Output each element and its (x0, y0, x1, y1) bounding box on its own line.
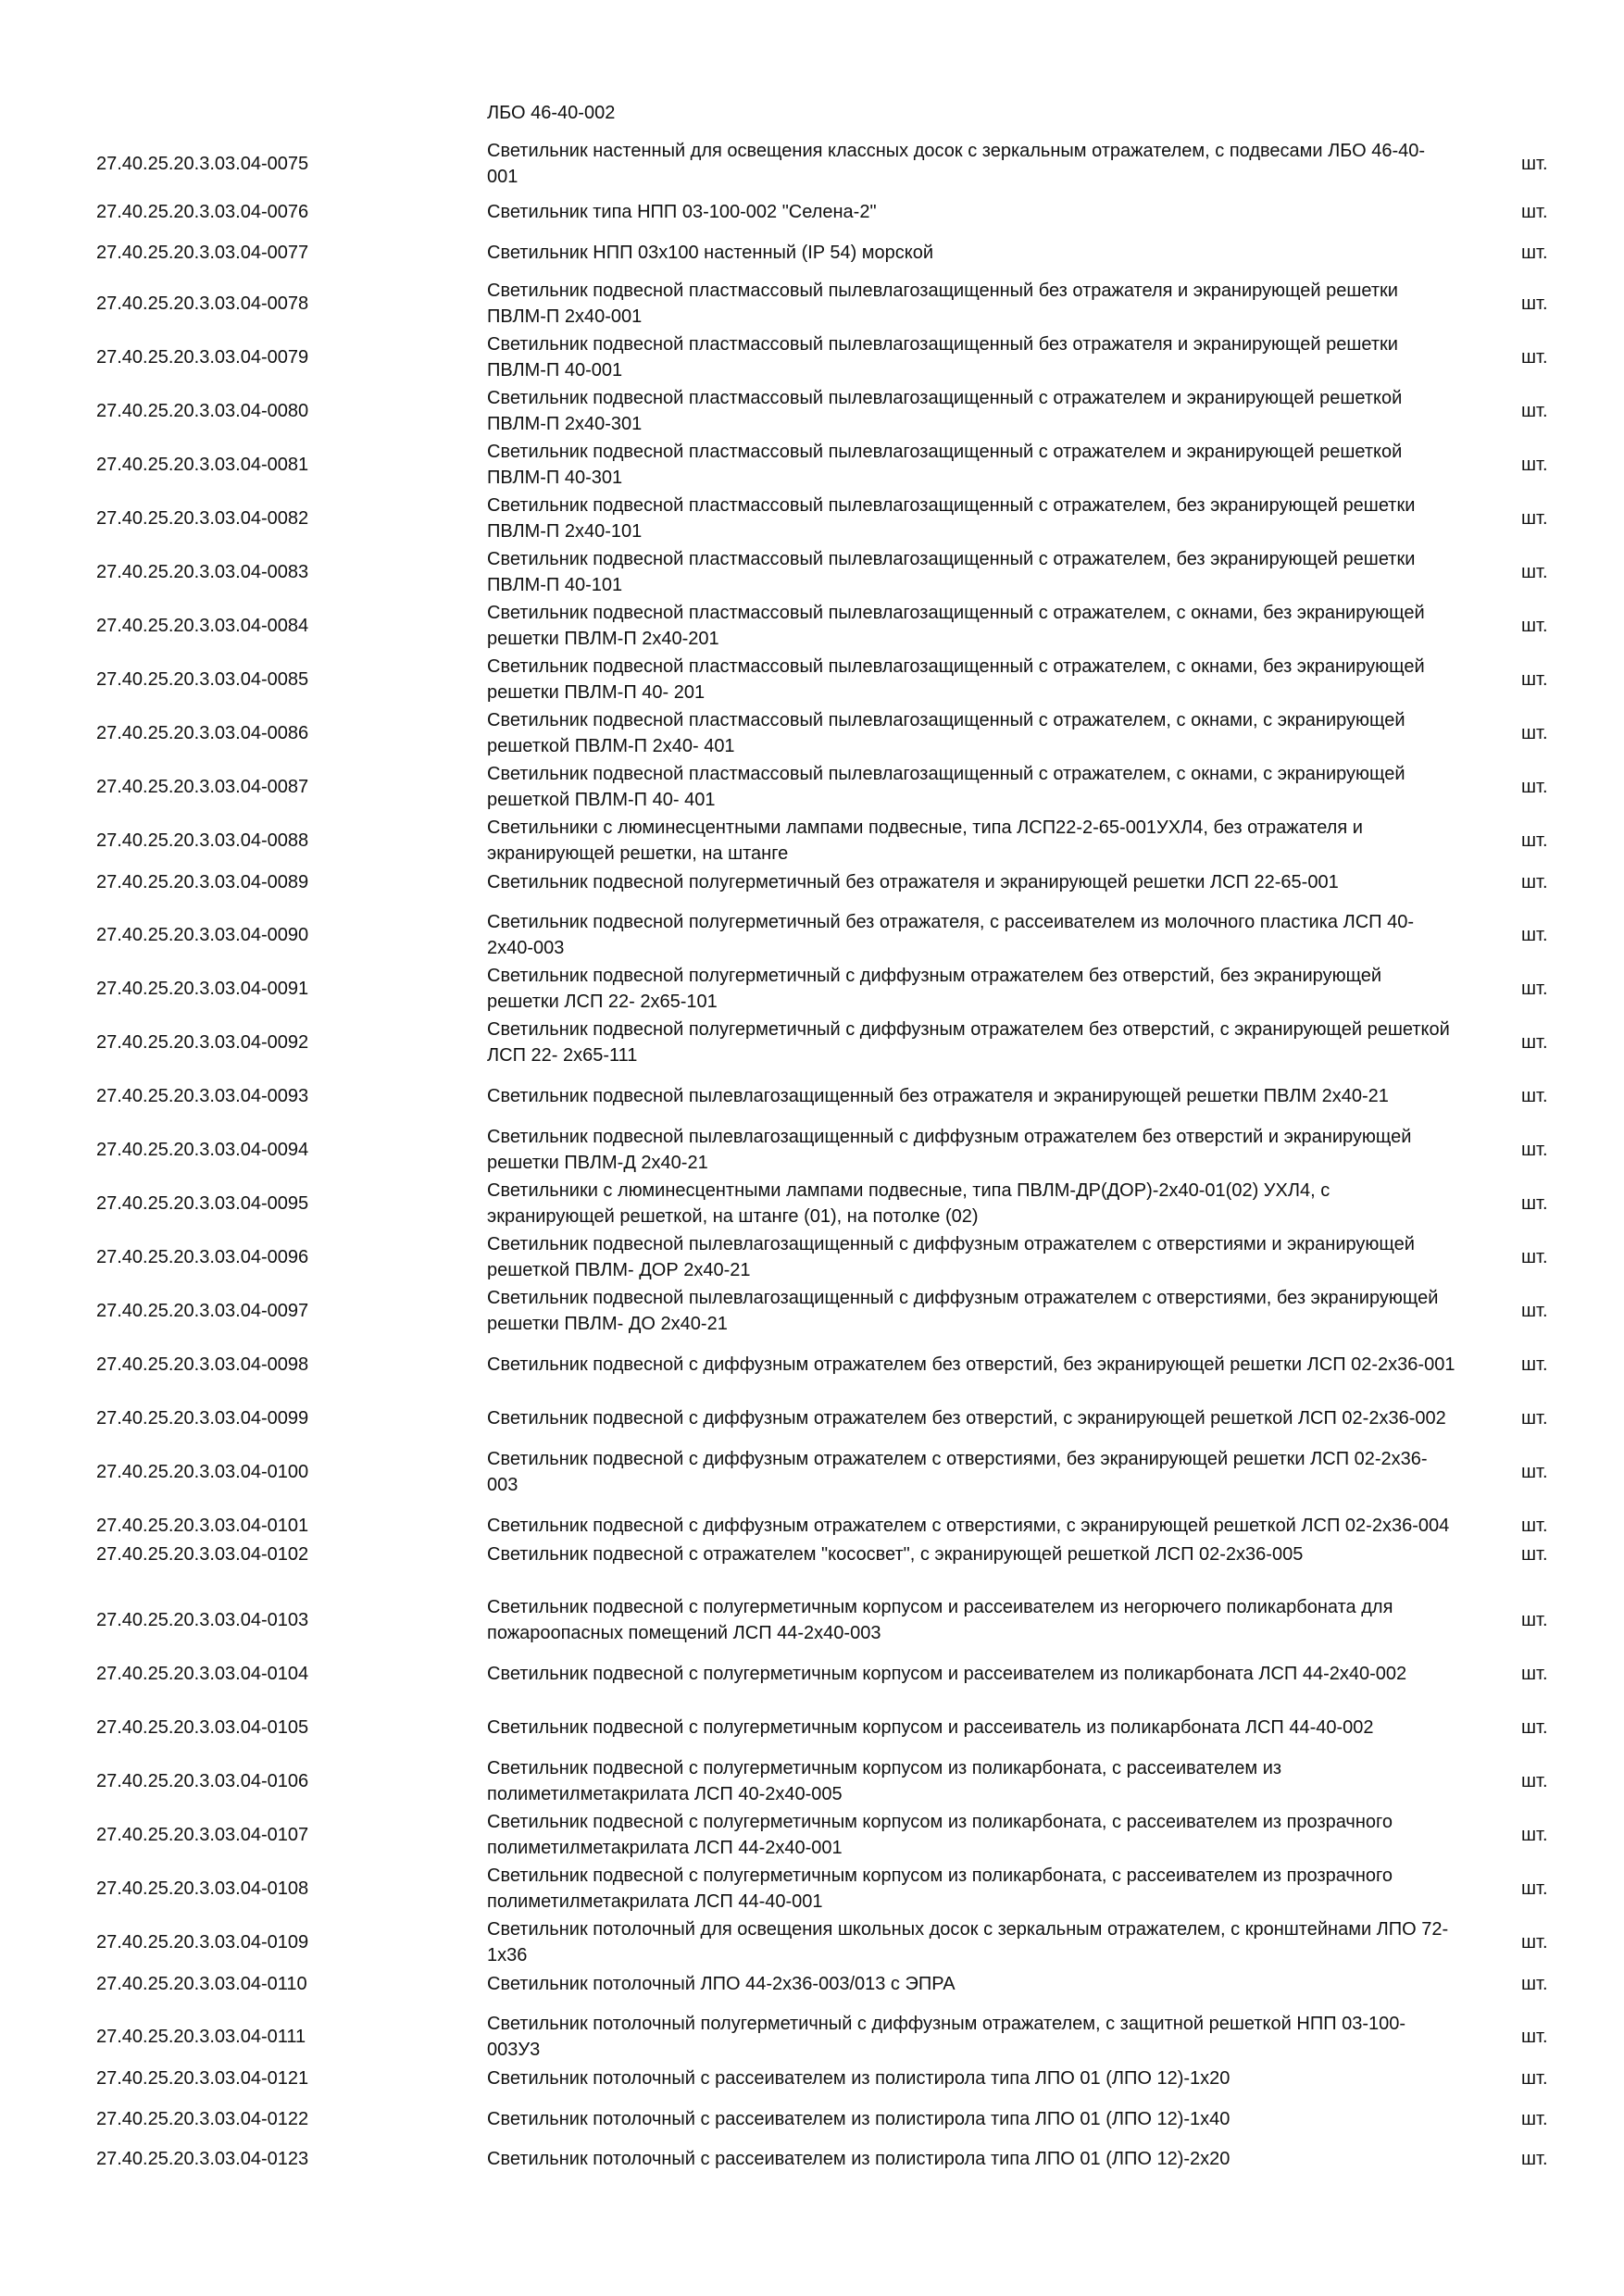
item-description: Светильник потолочный с рассеивателем из полистирола типа ЛПО 01 (ЛПО 12)-2х20 (487, 2149, 1230, 2169)
item-description: Светильник подвесной пылевлагозащищенный без отражателя и экранирующей решетки ПВЛМ 2х40-21 (487, 1086, 1389, 1106)
item-description: Светильник подвесной с диффузным отражателем без отверстий, с экранирующей решеткой ЛСП 02-2х36-002 (487, 1408, 1446, 1429)
item-description: Светильник подвесной полугерметичный без отражателя и экранирующей решетки ЛСП 22-65-001 (487, 872, 1339, 892)
item-code: 27.40.25.20.3.03.04-0083 (96, 562, 309, 582)
item-code: 27.40.25.20.3.03.04-0092 (96, 1032, 309, 1053)
item-unit: шт. (1521, 1193, 1548, 1214)
table-row (0, 867, 1624, 897)
item-description: Светильник подвесной с полугерметичным корпусом и рассеивателем из поликарбоната ЛСП 44-2х40-002 (487, 1664, 1407, 1684)
item-unit: шт. (1521, 1974, 1548, 1994)
item-description: Светильник подвесной пластмассовый пылевлагозащищенный с отражателем, с окнами, с экранирующей решеткой ПВЛМ-П 2х40- 401 (487, 710, 1405, 756)
item-description: Светильник подвесной с полугерметичным корпусом и рассеиватель из поликарбоната ЛСП 44-40-002 (487, 1717, 1374, 1738)
table-row (0, 1445, 1624, 1499)
table-row (0, 277, 1624, 331)
table-row (0, 1915, 1624, 1969)
item-unit: шт. (1521, 455, 1548, 475)
table-row (0, 599, 1624, 653)
table-row (0, 384, 1624, 438)
item-description: Светильник подвесной с диффузным отражателем с отверстиями, без экранирующей решетки ЛСП 02-2х36-003 (487, 1449, 1428, 1495)
item-description: Светильник подвесной пластмассовый пылевлагозащищенный с отражателем, с окнами, без экранирующей решетки ПВЛМ-П 2х40-201 (487, 603, 1425, 649)
table-row (0, 814, 1624, 867)
table-row (0, 197, 1624, 227)
item-unit: шт. (1521, 243, 1548, 263)
item-code: 27.40.25.20.3.03.04-0109 (96, 1932, 309, 1953)
item-description: Светильник НПП 03х100 настенный (IP 54) морской (487, 243, 934, 263)
item-description: Светильник подвесной с отражателем "кососвет", с экранирующей решеткой ЛСП 02-2х36-005 (487, 1544, 1304, 1565)
table-row (0, 137, 1624, 191)
table-row (0, 1540, 1624, 1569)
item-code: 27.40.25.20.3.03.04-0110 (96, 1974, 307, 1994)
item-description: Светильник подвесной пылевлагозащищенный с диффузным отражателем без отверстий и экранирующей решетки ПВЛМ-Д 2х40-21 (487, 1127, 1412, 1173)
item-code: 27.40.25.20.3.03.04-0094 (96, 1140, 309, 1160)
item-description: Светильник подвесной полугерметичный без отражателя, с рассеивателем из молочного пластика ЛСП 40-2х40-003 (487, 912, 1414, 958)
item-code: 27.40.25.20.3.03.04-0121 (96, 2068, 309, 2089)
item-description: Светильник подвесной пластмассовый пылевлагозащищенный без отражателя и экранирующей решетки ПВЛМ-П 2х40-001 (487, 281, 1398, 327)
item-unit: шт. (1521, 777, 1548, 797)
item-unit: шт. (1521, 830, 1548, 851)
item-code: 27.40.25.20.3.03.04-0080 (96, 401, 309, 421)
item-description: Светильник подвесной с полугерметичным корпусом из поликарбоната, с рассеивателем из полиметилметакрилата ЛСП 40-2х40-005 (487, 1758, 1282, 1804)
item-description: Светильник подвесной пластмассовый пылевлагозащищенный с отражателем и экранирующей решеткой ПВЛМ-П 40-301 (487, 442, 1403, 488)
item-unit: шт. (1521, 1516, 1548, 1536)
item-unit: шт. (1521, 154, 1548, 174)
item-unit: шт. (1521, 1664, 1548, 1684)
item-code: 27.40.25.20.3.03.04-0100 (96, 1462, 309, 1482)
table-row (0, 238, 1624, 268)
item-code: 27.40.25.20.3.03.04-0104 (96, 1664, 309, 1684)
item-unit: шт. (1521, 979, 1548, 999)
item-description: Светильник подвесной пластмассовый пылевлагозащищенный с отражателем, без экранирующей решетки ПВЛМ-П 2х40-101 (487, 495, 1416, 542)
item-unit: шт. (1521, 616, 1548, 636)
item-code: 27.40.25.20.3.03.04-0081 (96, 455, 309, 475)
item-code: 27.40.25.20.3.03.04-0122 (96, 2109, 309, 2129)
item-unit: шт. (1521, 1771, 1548, 1791)
item-description: Светильник подвесной пластмассовый пылевлагозащищенный без отражателя и экранирующей решетки ПВЛМ-П 40-001 (487, 334, 1398, 381)
item-unit: шт. (1521, 1878, 1548, 1899)
item-description: Светильник потолочный полугерметичный с диффузным отражателем, с защитной решеткой НПП 03-100-003У3 (487, 2014, 1406, 2060)
table-row (0, 1593, 1624, 1647)
table-row (0, 492, 1624, 545)
item-code: 27.40.25.20.3.03.04-0084 (96, 616, 309, 636)
item-code: 27.40.25.20.3.03.04-0101 (96, 1516, 309, 1536)
table-row (0, 1701, 1624, 1754)
table-row (0, 1391, 1624, 1445)
table-row (0, 1123, 1624, 1177)
item-description: Светильник настенный для освещения классных досок с зеркальным отражателем, с подвесами ЛБО 46-40-001 (487, 141, 1426, 187)
item-unit: шт. (1521, 1408, 1548, 1429)
item-code: 27.40.25.20.3.03.04-0090 (96, 925, 309, 945)
item-unit: шт. (1521, 872, 1548, 892)
continuation-row (0, 96, 1624, 130)
item-unit: шт. (1521, 723, 1548, 743)
item-code: 27.40.25.20.3.03.04-0085 (96, 669, 309, 690)
item-code: 27.40.25.20.3.03.04-0111 (96, 2027, 306, 2047)
item-code: 27.40.25.20.3.03.04-0077 (96, 243, 309, 263)
item-unit: шт. (1521, 925, 1548, 945)
item-unit: шт. (1521, 401, 1548, 421)
item-unit: шт. (1521, 2149, 1548, 2169)
table-row (0, 1069, 1624, 1123)
item-unit: шт. (1521, 508, 1548, 529)
item-unit: шт. (1521, 1032, 1548, 1053)
item-code: 27.40.25.20.3.03.04-0095 (96, 1193, 309, 1214)
item-unit: шт. (1521, 562, 1548, 582)
item-code: 27.40.25.20.3.03.04-0123 (96, 2149, 309, 2169)
item-unit: шт. (1521, 1462, 1548, 1482)
item-code: 27.40.25.20.3.03.04-0076 (96, 202, 309, 222)
item-description: Светильник подвесной с полугерметичным корпусом и рассеивателем из негорючего поликарбоната для пожароопасных помещений ЛСП 44-2х40-003 (487, 1597, 1393, 1643)
table-row (0, 1862, 1624, 1915)
item-unit: шт. (1521, 1354, 1548, 1375)
item-unit: шт. (1521, 1932, 1548, 1953)
item-code: 27.40.25.20.3.03.04-0107 (96, 1825, 309, 1845)
table-row (0, 2104, 1624, 2134)
item-description: Светильник подвесной пластмассовый пылевлагозащищенный с отражателем, без экранирующей решетки ПВЛМ-П 40-101 (487, 549, 1416, 595)
item-description: Светильник подвесной пылевлагозащищенный с диффузным отражателем с отверстиями и экранирующей решеткой ПВЛМ- ДОР 2х40-21 (487, 1234, 1415, 1280)
item-unit: шт. (1521, 1247, 1548, 1267)
item-unit: шт. (1521, 293, 1548, 314)
item-code: 27.40.25.20.3.03.04-0093 (96, 1086, 309, 1106)
item-code: 27.40.25.20.3.03.04-0102 (96, 1544, 309, 1565)
item-code: 27.40.25.20.3.03.04-0075 (96, 154, 309, 174)
table-row (0, 2144, 1624, 2174)
item-unit: шт. (1521, 1544, 1548, 1565)
item-description: Светильник потолочный с рассеивателем из полистирола типа ЛПО 01 (ЛПО 12)-1х20 (487, 2068, 1230, 2089)
item-description: Светильник подвесной пластмассовый пылевлагозащищенный с отражателем, с окнами, без экранирующей решетки ПВЛМ-П 40- 201 (487, 656, 1425, 703)
item-unit: шт. (1521, 202, 1548, 222)
item-description: Светильник подвесной полугерметичный с диффузным отражателем без отверстий, с экранирующей решеткой ЛСП 22- 2х65-111 (487, 1019, 1450, 1066)
item-code: 27.40.25.20.3.03.04-0082 (96, 508, 309, 529)
continuation-text: ЛБО 46-40-002 (487, 103, 616, 123)
item-description: Светильник подвесной с полугерметичным корпусом из поликарбоната, с рассеивателем из прозрачного полиметилметакрилата ЛСП 44-2х40-001 (487, 1812, 1393, 1858)
table-row (0, 545, 1624, 599)
table-row (0, 438, 1624, 492)
item-code: 27.40.25.20.3.03.04-0098 (96, 1354, 309, 1375)
table-row (0, 908, 1624, 962)
item-code: 27.40.25.20.3.03.04-0108 (96, 1878, 309, 1899)
item-unit: шт. (1521, 1140, 1548, 1160)
table-row (0, 1808, 1624, 1862)
item-description: Светильник потолочный ЛПО 44-2х36-003/013 с ЭПРА (487, 1974, 956, 1994)
item-description: Светильник подвесной полугерметичный с диффузным отражателем без отверстий, без экранирующей решетки ЛСП 22- 2х65-101 (487, 966, 1382, 1012)
table-row (0, 1338, 1624, 1391)
item-description: Светильник подвесной пластмассовый пылевлагозащищенный с отражателем и экранирующей решеткой ПВЛМ-П 2х40-301 (487, 388, 1403, 434)
item-description: Светильник подвесной пылевлагозащищенный с диффузным отражателем с отверстиями, без экранирующей решетки ПВЛМ- ДО 2х40-21 (487, 1288, 1439, 1334)
item-description: Светильник подвесной с диффузным отражателем без отверстий, без экранирующей решетки ЛСП 02-2х36-001 (487, 1354, 1455, 1375)
item-unit: шт. (1521, 1717, 1548, 1738)
item-description: Светильник потолочный с рассеивателем из полистирола типа ЛПО 01 (ЛПО 12)-1х40 (487, 2109, 1230, 2129)
item-code: 27.40.25.20.3.03.04-0091 (96, 979, 309, 999)
item-description: Светильники с люминесцентными лампами подвесные, типа ЛСП22-2-65-001УХЛ4, без отражателя и экранирующей решетки, на штанге (487, 817, 1363, 864)
table-row (0, 760, 1624, 814)
table-row (0, 1969, 1624, 1999)
table-row (0, 2010, 1624, 2064)
item-code: 27.40.25.20.3.03.04-0078 (96, 293, 309, 314)
item-description: Светильник подвесной с диффузным отражателем с отверстиями, с экранирующей решеткой ЛСП 02-2х36-004 (487, 1516, 1450, 1536)
table-row (0, 1754, 1624, 1808)
table-row (0, 331, 1624, 384)
table-row (0, 653, 1624, 706)
table-row (0, 962, 1624, 1016)
item-unit: шт. (1521, 2027, 1548, 2047)
item-unit: шт. (1521, 1825, 1548, 1845)
item-code: 27.40.25.20.3.03.04-0097 (96, 1301, 309, 1321)
item-code: 27.40.25.20.3.03.04-0103 (96, 1610, 309, 1630)
table-row (0, 706, 1624, 760)
item-description: Светильник подвесной пластмассовый пылевлагозащищенный с отражателем, с окнами, с экранирующей решеткой ПВЛМ-П 40- 401 (487, 764, 1405, 810)
item-unit: шт. (1521, 1301, 1548, 1321)
item-code: 27.40.25.20.3.03.04-0096 (96, 1247, 309, 1267)
table-row (0, 2064, 1624, 2093)
item-description: Светильник потолочный для освещения школьных досок с зеркальным отражателем, с кронштейнами ЛПО 72-1х36 (487, 1919, 1449, 1965)
item-code: 27.40.25.20.3.03.04-0088 (96, 830, 309, 851)
item-code: 27.40.25.20.3.03.04-0087 (96, 777, 309, 797)
item-description: Светильник типа НПП 03-100-002 "Селена-2" (487, 202, 877, 222)
item-unit: шт. (1521, 2109, 1548, 2129)
item-unit: шт. (1521, 669, 1548, 690)
item-unit: шт. (1521, 2068, 1548, 2089)
item-code: 27.40.25.20.3.03.04-0086 (96, 723, 309, 743)
table-row (0, 1016, 1624, 1069)
item-unit: шт. (1521, 347, 1548, 368)
table-row (0, 1230, 1624, 1284)
item-unit: шт. (1521, 1610, 1548, 1630)
item-code: 27.40.25.20.3.03.04-0105 (96, 1717, 309, 1738)
table-row (0, 1284, 1624, 1338)
table-row (0, 1647, 1624, 1701)
item-code: 27.40.25.20.3.03.04-0106 (96, 1771, 309, 1791)
item-description: Светильники с люминесцентными лампами подвесные, типа ПВЛМ-ДР(ДОР)-2х40-01(02) УХЛ4, с экранирующей решеткой, на штанге (01), на потолке (02) (487, 1180, 1330, 1227)
item-code: 27.40.25.20.3.03.04-0089 (96, 872, 309, 892)
item-unit: шт. (1521, 1086, 1548, 1106)
item-description: Светильник подвесной с полугерметичным корпусом из поликарбоната, с рассеивателем из прозрачного полиметилметакрилата ЛСП 44-40-001 (487, 1866, 1393, 1912)
table-row (0, 1177, 1624, 1230)
item-code: 27.40.25.20.3.03.04-0099 (96, 1408, 309, 1429)
item-code: 27.40.25.20.3.03.04-0079 (96, 347, 309, 368)
